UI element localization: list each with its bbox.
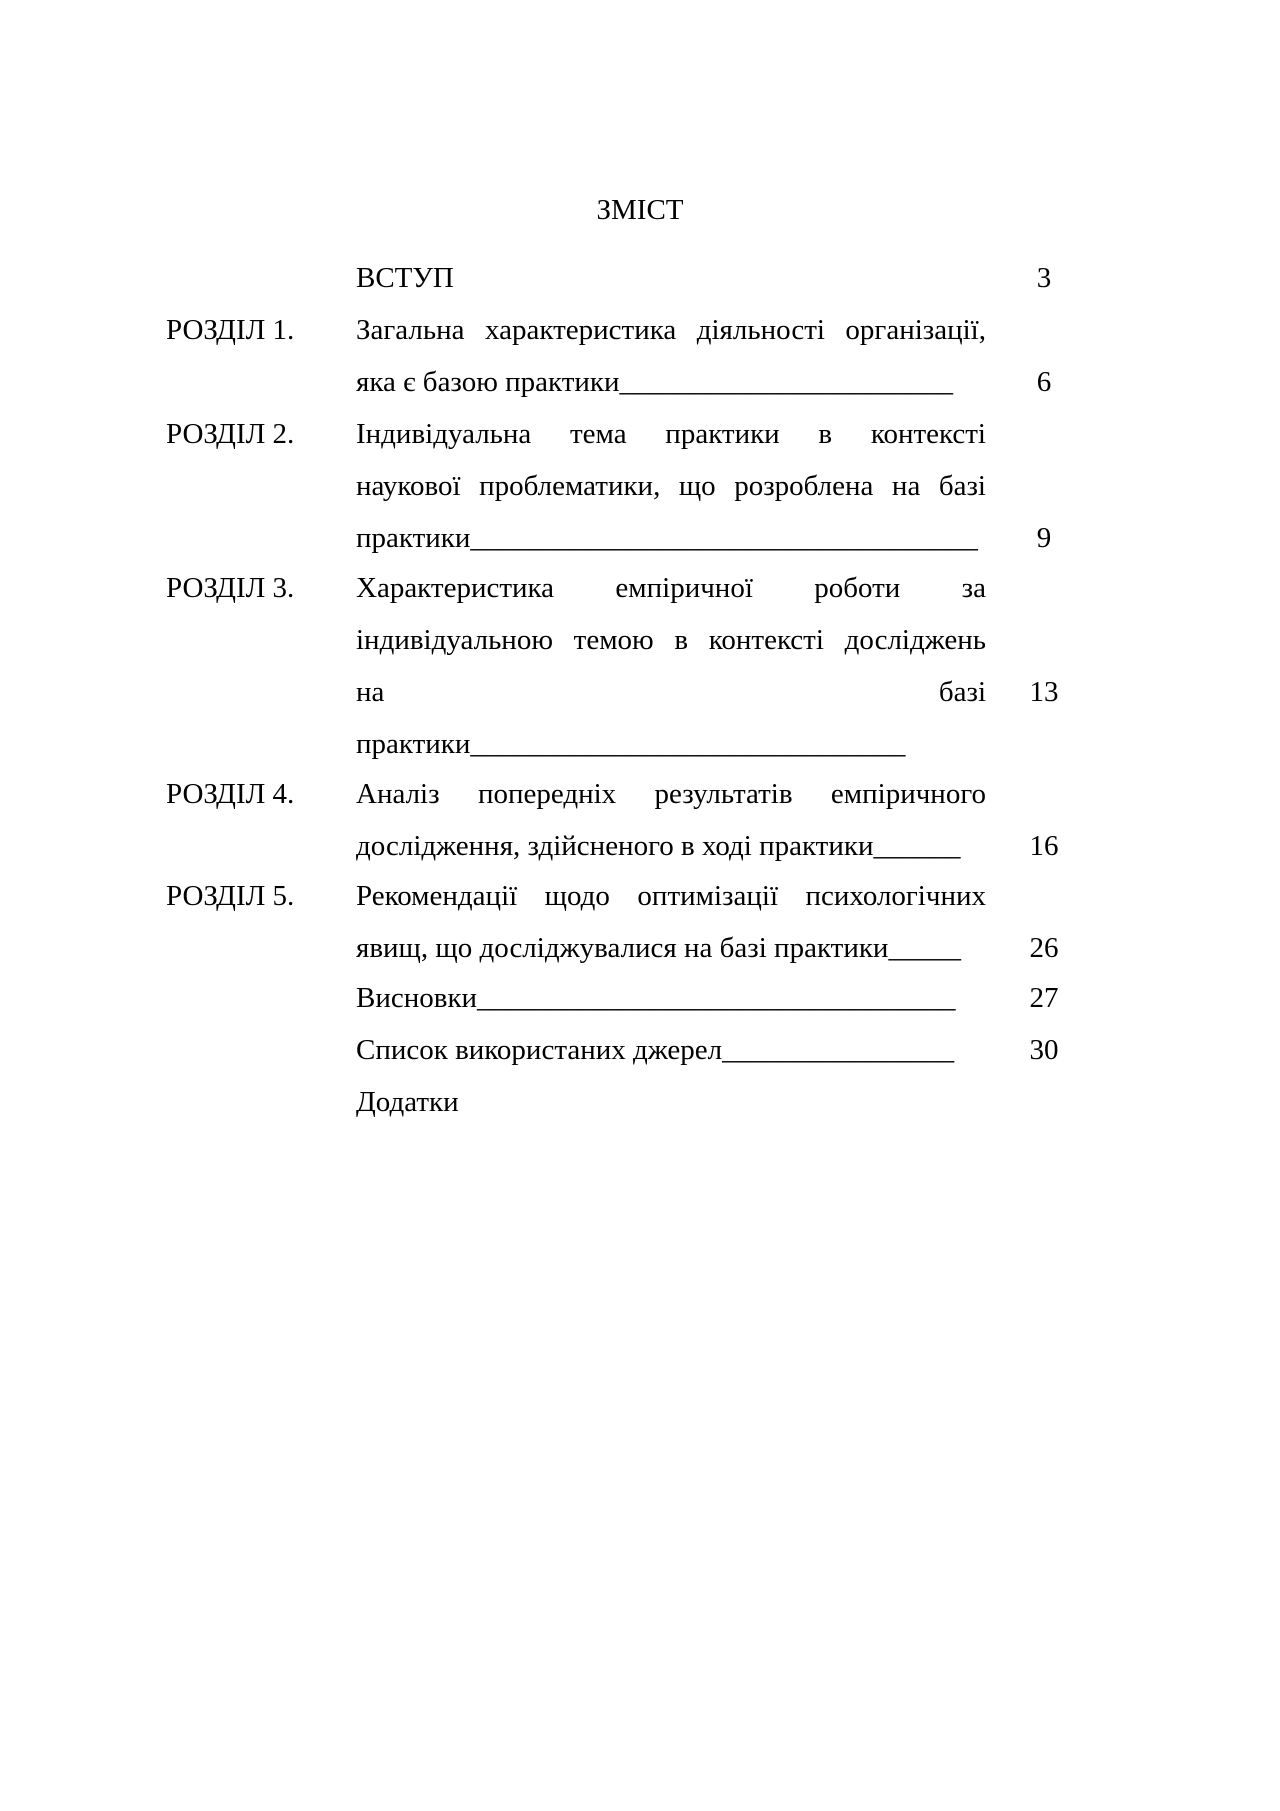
toc-chapter-3-page: 13 — [1029, 676, 1059, 708]
toc-chapter-2-label: РОЗДІЛ 2. — [166, 418, 295, 450]
toc-chapter-1-page: 6 — [1036, 366, 1052, 398]
toc-chapter-3-line-3: на базі — [356, 676, 986, 708]
toc-chapter-1-line-1: Загальна характеристика діяльності організації, — [356, 314, 986, 346]
toc-appendices-label: Додатки — [356, 1086, 459, 1118]
toc-chapter-4-line-1: Аналіз попередніх результатів емпіричного — [356, 778, 986, 810]
toc-chapter-2-line-2: наукової проблематики, що розроблена на базі — [356, 470, 986, 502]
toc-chapter-3-line-2: індивідуальною темою в контексті досліджень — [356, 624, 986, 656]
toc-chapter-3-line-4: практики______________________________ — [356, 728, 906, 760]
toc-chapter-3-label: РОЗДІЛ 3. — [166, 572, 295, 604]
toc-intro-page: 3 — [1036, 262, 1052, 294]
toc-conclusions-label: Висновки_________________________________ — [356, 982, 956, 1014]
toc-chapter-2-page: 9 — [1036, 522, 1052, 554]
toc-references-page: 30 — [1029, 1034, 1059, 1066]
toc-title: ЗМІСТ — [596, 194, 684, 226]
toc-chapter-1-line-2: яка є базою практики_______________________ — [356, 366, 954, 398]
toc-chapter-4-line-2: дослідження, здійсненого в ході практики______ — [356, 830, 961, 862]
toc-chapter-2-line-3: практики___________________________________ — [356, 522, 978, 554]
toc-chapter-3-line-1: Характеристика емпіричної роботи за — [356, 572, 986, 604]
toc-intro-label: ВСТУП — [356, 262, 454, 294]
toc-chapter-4-page: 16 — [1029, 830, 1059, 862]
toc-chapter-5-line-2: явищ, що досліджувалися на базі практики_____ — [356, 932, 961, 964]
toc-chapter-2-line-1: Індивідуальна тема практики в контексті — [356, 418, 986, 450]
toc-chapter-4-label: РОЗДІЛ 4. — [166, 778, 295, 810]
toc-references-label: Список використаних джерел________________ — [356, 1034, 955, 1066]
toc-chapter-1-label: РОЗДІЛ 1. — [166, 314, 295, 346]
toc-conclusions-page: 27 — [1029, 982, 1059, 1014]
toc-chapter-5-page: 26 — [1029, 932, 1059, 964]
toc-chapter-5-line-1: Рекомендації щодо оптимізації психологічних — [356, 880, 986, 912]
toc-chapter-5-label: РОЗДІЛ 5. — [166, 880, 295, 912]
